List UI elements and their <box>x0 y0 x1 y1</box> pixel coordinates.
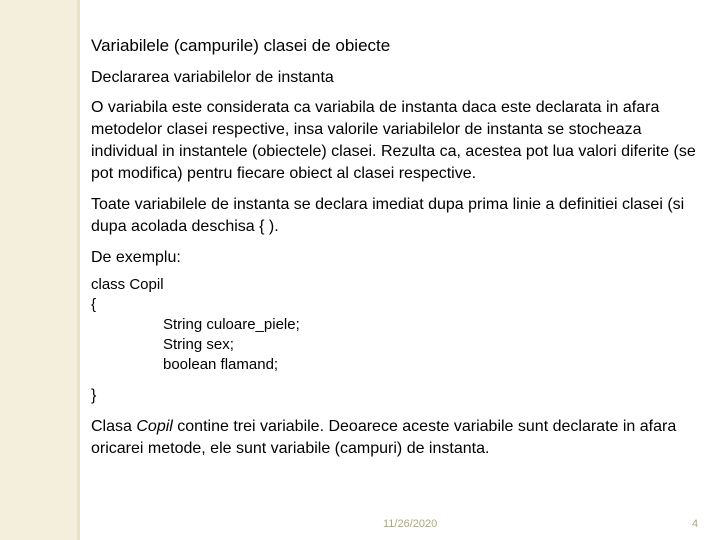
code-field-sex: String sex; <box>163 336 234 353</box>
footer-page-number: 4 <box>692 518 699 530</box>
paragraph-instance-variables: O variabila este considerata ca variabila de instanta daca este declarata in afara metodelor clasei respective, insa valorile variabilelor de instanta se stocheaza individual in instantele (obiectele) clasei. Rezulta ca, acestea pot lua valori diferite (se pot modifica) pentru fiecare obiect al clasei respective. <box>91 99 696 182</box>
footer-date: 11/26/2020 <box>383 518 438 530</box>
code-field-culoare-piele: String culoare_piele; <box>163 316 300 333</box>
example-label: De exemplu: <box>91 249 181 266</box>
code-close-brace: } <box>91 387 97 404</box>
code-example <box>91 275 703 407</box>
code-open-brace: { <box>91 296 97 313</box>
slide-sidebar-border <box>77 0 80 540</box>
slide-title: Variabilele (campurile) clasei de obiecte <box>91 36 391 55</box>
code-class-declaration: class Copil <box>91 276 164 293</box>
conclusion-text-after: contine trei variabile. Deoarece aceste variabile sunt declarate in afara oricarei metode, ele sunt variabile (campuri) de instanta. <box>91 418 677 457</box>
paragraph-declaration-rule: Toate variabilele de instanta se declara imediat dupa prima linie a definitiei clasei (si dupa acolada deschisa { ). <box>91 196 685 235</box>
paragraph-conclusion <box>91 416 703 460</box>
conclusion-class-name: Copil <box>136 418 173 435</box>
conclusion-text-before: Clasa <box>91 418 137 435</box>
code-field-flamand: boolean flamand; <box>163 356 279 373</box>
slide-content <box>91 34 703 469</box>
slide-sidebar <box>0 0 77 540</box>
slide-subtitle: Declararea variabilelor de instanta <box>91 69 334 86</box>
